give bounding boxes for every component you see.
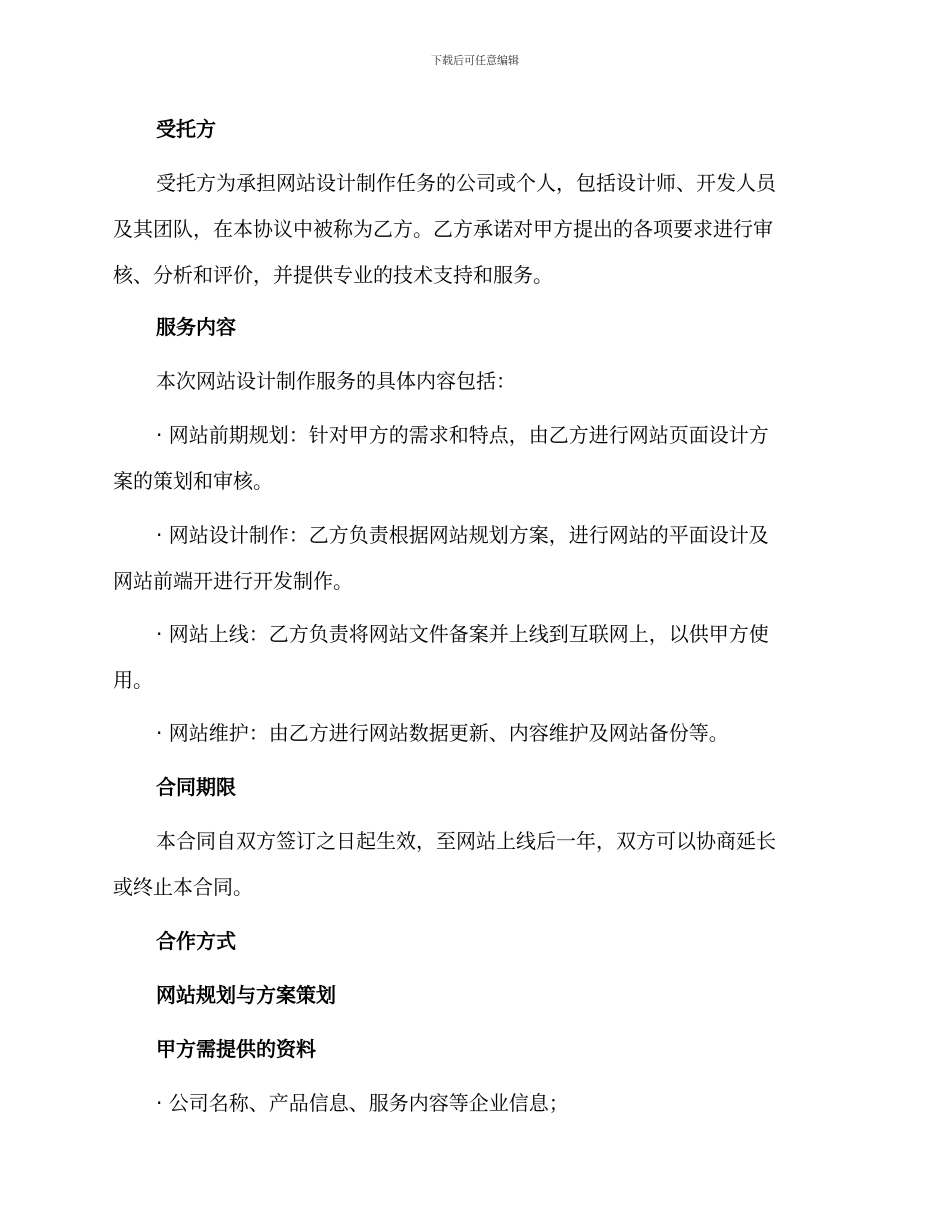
list-item-line: 用。 [113,668,153,692]
paragraph-line: 或终止本合同。 [113,875,253,899]
heading-cooperation: 合作方式 [156,929,236,953]
paragraph-line: 及其团队，在本协议中被称为乙方。乙方承诺对甲方提出的各项要求进行审 [113,217,773,241]
list-item-planning [113,412,833,504]
paragraph-line: 本合同自双方签订之日起生效，至网站上线后一年，双方可以协商延长 [156,829,776,853]
list-item-line: · 网站上线：乙方负责将网站文件备案并上线到互联网上，以供甲方使 [156,622,769,646]
list-item-company-info: · 公司名称、产品信息、服务内容等企业信息； [156,1091,569,1115]
paragraph-service-intro: 本次网站设计制作服务的具体内容包括： [156,369,516,393]
list-item-maintenance: · 网站维护：由乙方进行网站数据更新、内容维护及网站备份等。 [156,721,729,745]
paragraph-trustee [113,160,833,298]
heading-materials: 甲方需提供的资料 [156,1037,316,1061]
list-item-line: · 网站设计制作：乙方负责根据网站规划方案，进行网站的平面设计及 [156,523,769,547]
heading-service: 服务内容 [156,315,236,339]
paragraph-term [113,818,833,910]
list-item-design [113,512,833,604]
list-item-launch [113,611,833,703]
list-item-line: · 网站前期规划：针对甲方的需求和特点，由乙方进行网站页面设计方 [156,423,769,447]
heading-term: 合同期限 [156,775,236,799]
paragraph-line: 受托方为承担网站设计制作任务的公司或个人，包括设计师、开发人员 [156,171,776,195]
paragraph-line: 核、分析和评价，并提供专业的技术支持和服务。 [113,263,553,287]
list-item-line: 网站前端开进行开发制作。 [113,569,353,593]
heading-planning: 网站规划与方案策划 [156,983,336,1007]
heading-trustee: 受托方 [156,117,216,141]
list-item-line: 案的策划和审核。 [113,469,273,493]
page-header-note: 下载后可任意编辑 [431,54,519,67]
